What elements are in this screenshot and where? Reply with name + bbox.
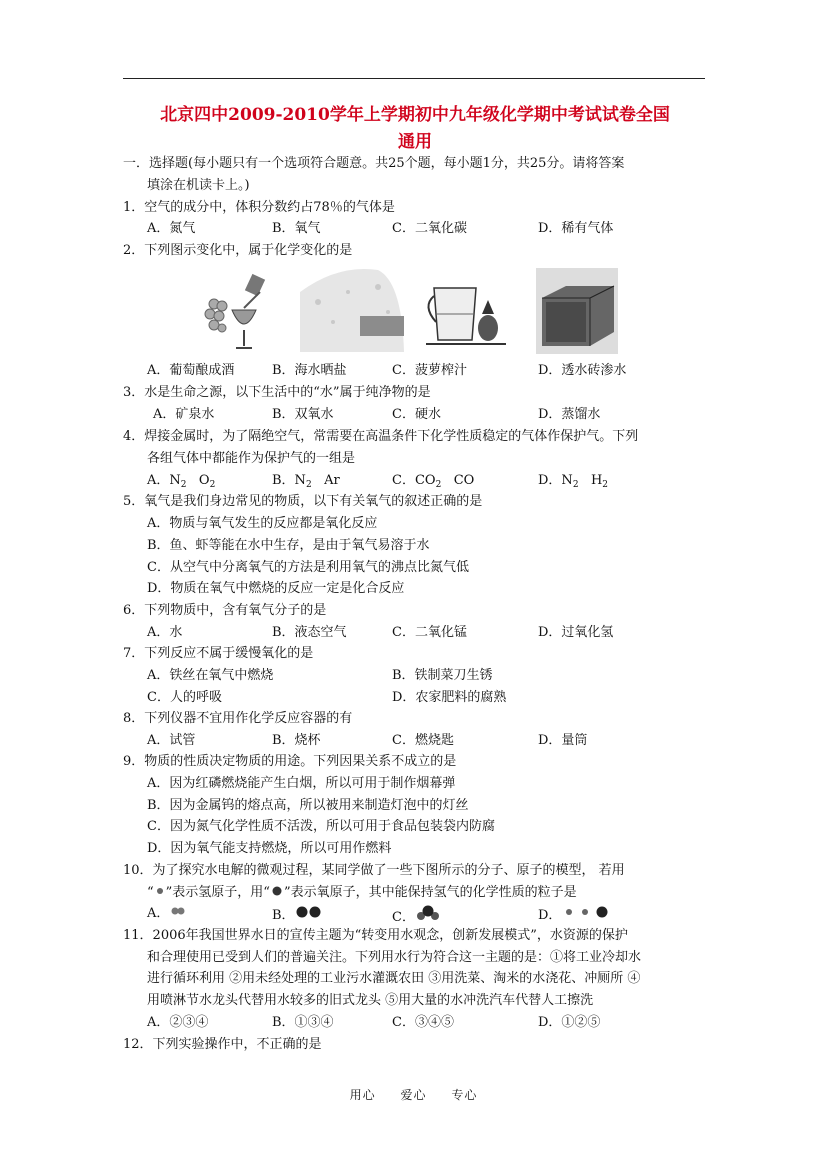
question-11-cont-3: 用喷淋节水龙头代替用水较多的旧式龙头 ⑤用大量的水冲洗汽车代替人工擦洗 [147, 993, 594, 1008]
q2-option-b: B．海水晒盐 [272, 363, 347, 378]
q1-option-c: C．二氧化碳 [392, 221, 467, 236]
grape-wine-figure [200, 268, 280, 354]
question-4-cont: 各组气体中都能作为保护气的一组是 [147, 451, 356, 466]
q8-option-d: D．量筒 [538, 733, 588, 748]
question-10: 10．为了探究水电解的微观过程，某同学做了一些下图所示的分子、原子的模型， 若用 [123, 863, 625, 878]
q11-option-b: B．①③④ [272, 1015, 334, 1030]
question-5: 5．氧气是我们身边常见的物质，以下有关氧气的叙述正确的是 [123, 494, 483, 509]
doc-title-cont: 通用 [398, 132, 432, 152]
q11-option-d: D．①②⑤ [538, 1015, 601, 1030]
question-4: 4．焊接金属时，为了隔绝空气，常需要在高温条件下化学性质稳定的气体作保护气。下列 [123, 429, 639, 444]
q9-option-b: B．因为金属钨的熔点高，所以被用来制造灯泡中的灯丝 [147, 798, 469, 813]
permeable-brick-figure [536, 268, 618, 354]
q8-option-c: C．燃烧匙 [392, 733, 454, 748]
pineapple-juice-figure [426, 266, 506, 354]
q9-option-c: C．因为氮气化学性质不活泼，所以可用于食品包装袋内防腐 [147, 819, 495, 834]
page-footer [0, 1086, 827, 1103]
hydrogen-molecule-icon [169, 905, 187, 917]
question-11-cont-1: 和合理使用已受到人们的普遍关注。下列用水行为符合这一主题的是：①将工业冷却水 [147, 950, 642, 965]
q7-option-d: D．农家肥料的腐熟 [392, 690, 507, 705]
q2-option-d: D．透水砖渗水 [538, 363, 627, 378]
q9-option-d: D．因为氧气能支持燃烧，所以可用作燃料 [147, 841, 392, 856]
q3-option-d: D．蒸馏水 [538, 407, 601, 422]
question-7: 7．下列反应不属于缓慢氧化的是 [123, 646, 314, 661]
q3-option-a: A．矿泉水 [153, 407, 215, 422]
q1-option-d: D．稀有气体 [538, 221, 614, 236]
q6-option-b: B．液态空气 [272, 625, 347, 640]
sea-salt-figure [298, 262, 406, 354]
section-heading-cont: 填涂在机读卡上。) [147, 178, 250, 193]
separate-atoms-icon [561, 905, 611, 919]
header-rule [123, 78, 705, 79]
q1-option-b: B．氧气 [272, 221, 321, 236]
q3-option-b: B．双氧水 [272, 407, 334, 422]
q11-option-c: C．③④⑤ [392, 1015, 454, 1030]
q7-option-b: B．铁制菜刀生锈 [392, 668, 493, 683]
oxygen-atom-icon [270, 886, 284, 896]
q6-option-a: A．水 [147, 625, 183, 640]
q7-option-a: A．铁丝在氧气中燃烧 [147, 668, 274, 683]
question-11-cont-2: 进行循环利用 ②用未经处理的工业污水灌溉农田 ③用洗菜、淘米的水浇花、冲厕所 ④ [147, 971, 641, 986]
question-12: 12．下列实验操作中，不正确的是 [123, 1037, 322, 1052]
q4-option-a: A．$N_2$ $O_2$ [147, 473, 216, 490]
question-6: 6．下列物质中，含有氧气分子的是 [123, 603, 327, 618]
q5-option-c: C．从空气中分离氧气的方法是利用氧气的沸点比氮气低 [147, 560, 469, 575]
two-oxygen-atoms-icon [295, 905, 323, 919]
question-10-cont: “ ”表示氢原子，用“ ”表示氧原子，其中能保持氢气的化学性质的粒子是 [147, 885, 577, 900]
q10-option-c: C． [392, 905, 441, 927]
doc-title: 北京四中2009-2010学年上学期初中九年级化学期中考试试卷全国 [160, 105, 670, 125]
q8-option-a: A．试管 [147, 733, 196, 748]
question-9: 9．物质的性质决定物质的用途。下列因果关系不成立的是 [123, 754, 457, 769]
water-molecule-icon [415, 905, 441, 921]
q6-option-c: C．二氧化锰 [392, 625, 467, 640]
question-11: 11．2006年我国世界水日的宣传主题为“转变用水观念，创新发展模式”，水资源的保护 [123, 928, 628, 943]
q10-option-a: A． [147, 905, 187, 923]
q9-option-a: A．因为红磷燃烧能产生白烟，所以可用于制作烟幕弹 [147, 776, 456, 791]
q5-option-b: B．鱼、虾等能在水中生存，是由于氧气易溶于水 [147, 538, 430, 553]
q7-option-c: C．人的呼吸 [147, 690, 222, 705]
question-8: 8．下列仪器不宜用作化学反应容器的有 [123, 711, 353, 726]
q5-option-d: D．物质在氧气中燃烧的反应一定是化合反应 [147, 581, 405, 596]
q4-option-c: C．$CO_2$ CO [392, 473, 475, 490]
q6-option-d: D．过氧化氢 [538, 625, 614, 640]
q11-option-a: A．②③④ [147, 1015, 209, 1030]
q3-option-c: C．硬水 [392, 407, 441, 422]
q4-option-b: B．$N_2$ Ar [272, 473, 340, 490]
q10-option-b: B． [272, 905, 323, 925]
question-2: 2．下列图示变化中，属于化学变化的是 [123, 243, 353, 258]
footer-word-1: 用心 [349, 1088, 376, 1102]
section-heading: 一．选择题(每小题只有一个选项符合题意。共25个题，每小题1分，共25分。请将答案 [123, 156, 625, 171]
hydrogen-atom-icon [154, 886, 166, 896]
q8-option-b: B．烧杯 [272, 733, 321, 748]
footer-word-2: 爱心 [400, 1088, 427, 1102]
q10-option-d: D． [538, 905, 611, 925]
question-1: 1．空气的成分中，体积分数约占78％的气体是 [123, 200, 395, 215]
footer-word-3: 专心 [451, 1088, 478, 1102]
question-3: 3．水是生命之源，以下生活中的“水”属于纯净物的是 [123, 385, 431, 400]
q4-option-d: D．$N_2$ $H_2$ [538, 473, 609, 490]
q1-option-a: A．氮气 [147, 221, 196, 236]
q5-option-a: A．物质与氧气发生的反应都是氧化反应 [147, 516, 378, 531]
q2-option-c: C．菠萝榨汁 [392, 363, 467, 378]
q2-option-a: A．葡萄酿成酒 [147, 363, 235, 378]
